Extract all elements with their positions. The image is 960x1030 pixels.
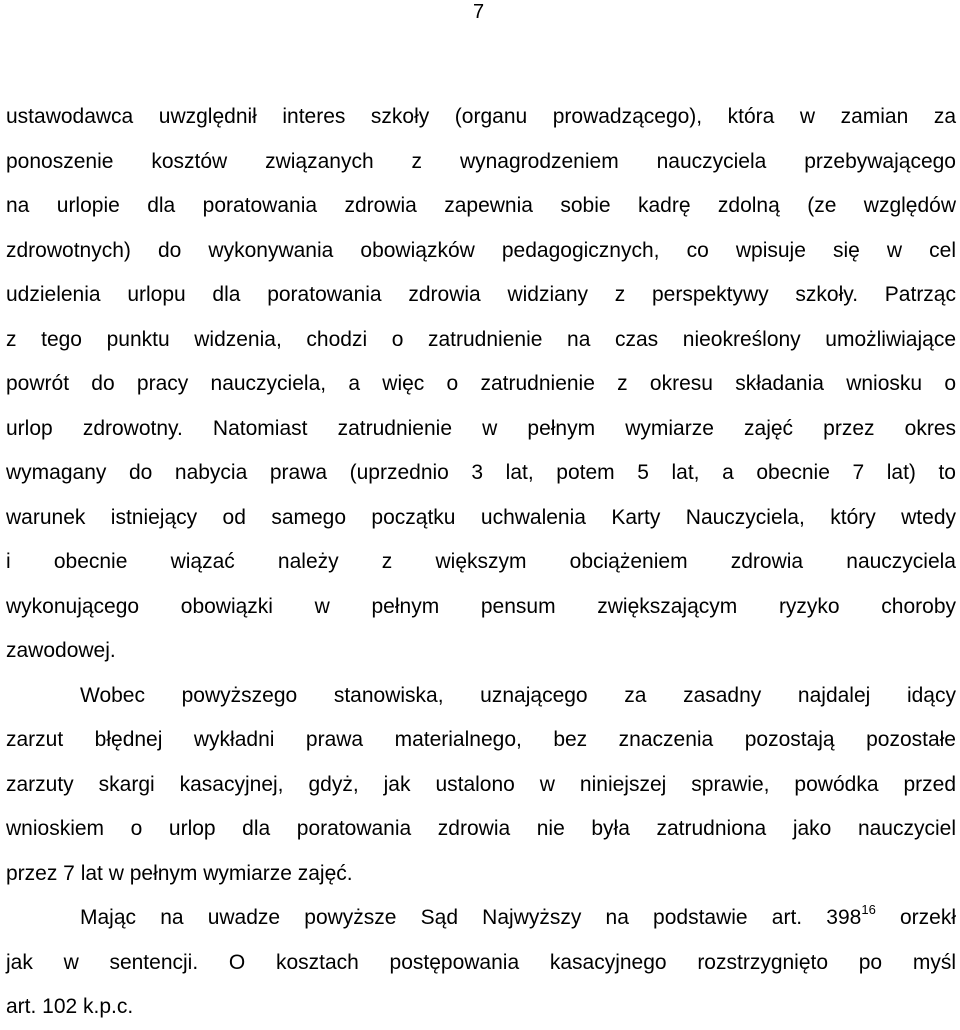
page-number: 7: [473, 1, 485, 23]
body-text: [6, 95, 956, 1030]
text-line: art. 102 k.p.c.: [6, 995, 134, 1018]
text-line: zarzut błędnej wykładni prawa materialnego, bez znaczenia pozostają pozostałe: [6, 728, 956, 751]
paragraph: [6, 674, 956, 897]
text-line: jak w sentencji. O kosztach postępowania kasacyjnego rozstrzygnięto po myśl: [6, 950, 956, 974]
final-line-1-end: orzekł: [875, 906, 956, 929]
text-line: wymagany do nabycia prawa (uprzednio 3 lat, potem 5 lat, a obecnie 7 lat) to: [6, 461, 956, 484]
text-line: wykonującego obowiązki w pełnym pensum zwiększającym ryzyko choroby: [6, 594, 956, 618]
text-line: zawodowej.: [6, 639, 116, 662]
text-line: warunek istniejący od samego początku uchwalenia Karty Nauczyciela, który wtedy: [6, 505, 956, 529]
text-line: zdrowotnych) do wykonywania obowiązków pedagogicznych, co wpisuje się w cel: [6, 238, 956, 262]
article-superscript: 16: [861, 902, 876, 917]
text-line: zarzuty skargi kasacyjnej, gdyż, jak ustalono w niniejszej sprawie, powódka przed: [6, 772, 956, 796]
final-line-1-text: Mając na uwadze powyższe Sąd Najwyższy na podstawie art. 398: [80, 906, 862, 929]
paragraphs-container: [6, 95, 956, 896]
text-line: ustawodawca uwzględnił interes szkoły (organu prowadzącego), która w zamian za: [6, 105, 956, 128]
paragraph: [6, 95, 956, 674]
text-line: Wobec powyższego stanowiska, uznającego za zasadny najdalej idący: [80, 683, 956, 707]
text-line: przez 7 lat w pełnym wymiarze zajęć.: [6, 861, 353, 885]
text-line: powrót do pracy nauczyciela, a więc o zatrudnienie z okresu składania wniosku o: [6, 372, 956, 395]
text-line: na urlopie dla poratowania zdrowia zapewnia sobie kadrę zdolną (ze względów: [6, 194, 956, 217]
text-line: ponoszenie kosztów związanych z wynagrodzeniem nauczyciela przebywającego: [6, 149, 956, 173]
text-line: z tego punktu widzenia, chodzi o zatrudnienie na czas nieokreślony umożliwiające: [6, 327, 956, 351]
final-paragraph: [6, 896, 956, 1030]
text-line: [6, 896, 956, 941]
text-line: udzielenia urlopu dla poratowania zdrowia widziany z perspektywy szkoły. Patrząc: [6, 283, 956, 306]
text-line: wnioskiem o urlop dla poratowania zdrowia nie była zatrudniona jako nauczyciel: [6, 817, 956, 840]
text-line: i obecnie wiązać należy z większym obciążeniem zdrowia nauczyciela: [6, 550, 956, 573]
text-line: urlop zdrowotny. Natomiast zatrudnienie w pełnym wymiarze zajęć przez okres: [6, 416, 956, 440]
